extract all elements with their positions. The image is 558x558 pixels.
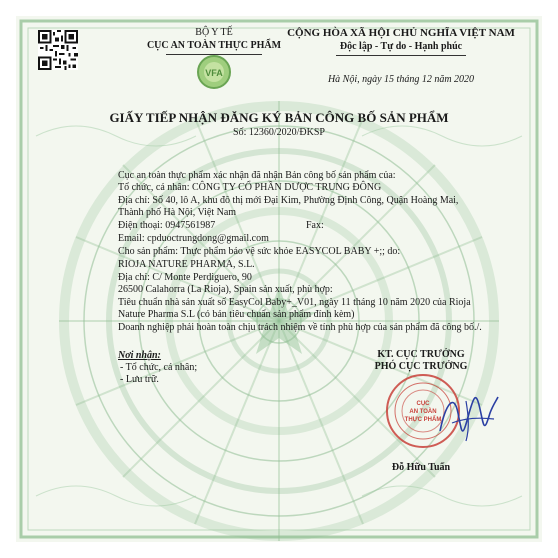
- signatory-name: Đỗ Hữu Tuấn: [391, 462, 451, 473]
- body-line-address-cont: Thành phố Hà Nội, Việt Nam: [118, 207, 237, 218]
- body-line-manufacturer-address: Địa chỉ: C/ Monte Perdiguero, 90: [118, 272, 252, 283]
- certificate-document: [16, 16, 542, 542]
- body-line-email: Email: cpduoctrungdong@gmail.com: [118, 233, 269, 244]
- body-line-phone: Điện thoại: 0947561987: [118, 220, 216, 231]
- body-line-address: Địa chỉ: Số 40, lô A, khu đô thị mới Đại Kim, Phường Định Công, Quận Hoàng Mai,: [118, 195, 459, 206]
- recipient-item: - Lưu trữ.: [120, 374, 159, 385]
- body-line-intro: Cục an toàn thực phẩm xác nhận đã nhận Bản công bố sản phẩm của:: [118, 170, 396, 181]
- agency-name: CỤC AN TOÀN THỰC PHẨM: [146, 40, 282, 51]
- motto: Độc lập - Tự do - Hạnh phúc: [339, 41, 463, 52]
- vfa-logo: [196, 54, 232, 90]
- qr-code: [38, 30, 78, 70]
- handwritten-signature: [432, 383, 502, 447]
- stamp-text-line1: CỤC: [416, 401, 430, 407]
- recipient-item: - Tổ chức, cá nhân;: [120, 362, 198, 373]
- recipients-heading: Nơi nhận:: [118, 350, 161, 361]
- body-line-standard-cont: Nature Pharma S.L (có bản tiêu chuẩn sản phẩm đính kèm): [118, 309, 355, 320]
- ministry-name: BỘ Y TẾ: [195, 27, 233, 38]
- body-line-responsibility: Doanh nghiệp phải hoàn toàn chịu trách nhiệm về tính phù hợp của sản phẩm đã công bố./.: [118, 322, 482, 333]
- body-line-fax: Fax:: [306, 220, 324, 231]
- motto-underline: [336, 55, 466, 56]
- stamp-text-line3: THỰC PHẨM: [404, 417, 442, 423]
- signatory-title: KT. CỤC TRƯỞNG: [377, 349, 465, 360]
- body-line-manufacturer-city: 26500 Calahorra (La Rioja), Spain sản xuất, phù hợp:: [118, 284, 333, 295]
- country-name: CỘNG HÒA XÃ HỘI CHỦ NGHĨA VIỆT NAM: [287, 27, 515, 39]
- place-and-date: Hà Nội, ngày 15 tháng 12 năm 2020: [327, 74, 475, 85]
- body-line-organization: Tổ chức, cá nhân: CÔNG TY CỔ PHẦN DƯỢC TRUNG ĐÔNG: [118, 182, 382, 193]
- stamp-text-line2: AN TOÀN: [409, 409, 437, 415]
- document-number: Số: 12360/2020/ĐKSP: [233, 127, 325, 138]
- signatory-subtitle: PHÓ CỤC TRƯỞNG: [374, 361, 468, 372]
- vfa-logo-text: VFA: [205, 68, 223, 78]
- body-line-manufacturer: RIOJA NATURE PHARMA, S.L.: [118, 259, 255, 270]
- body-line-product: Cho sản phẩm: Thực phẩm bảo vệ sức khỏe EASYCOL BABY +;; do:: [118, 246, 401, 257]
- body-line-standard: Tiêu chuẩn nhà sản xuất số EasyCol Baby+_V01, ngày 11 tháng 10 năm 2020 của Rioja: [118, 297, 471, 308]
- document-title: GIẤY TIẾP NHẬN ĐĂNG KÝ BẢN CÔNG BỐ SẢN PHẨM: [109, 110, 449, 125]
